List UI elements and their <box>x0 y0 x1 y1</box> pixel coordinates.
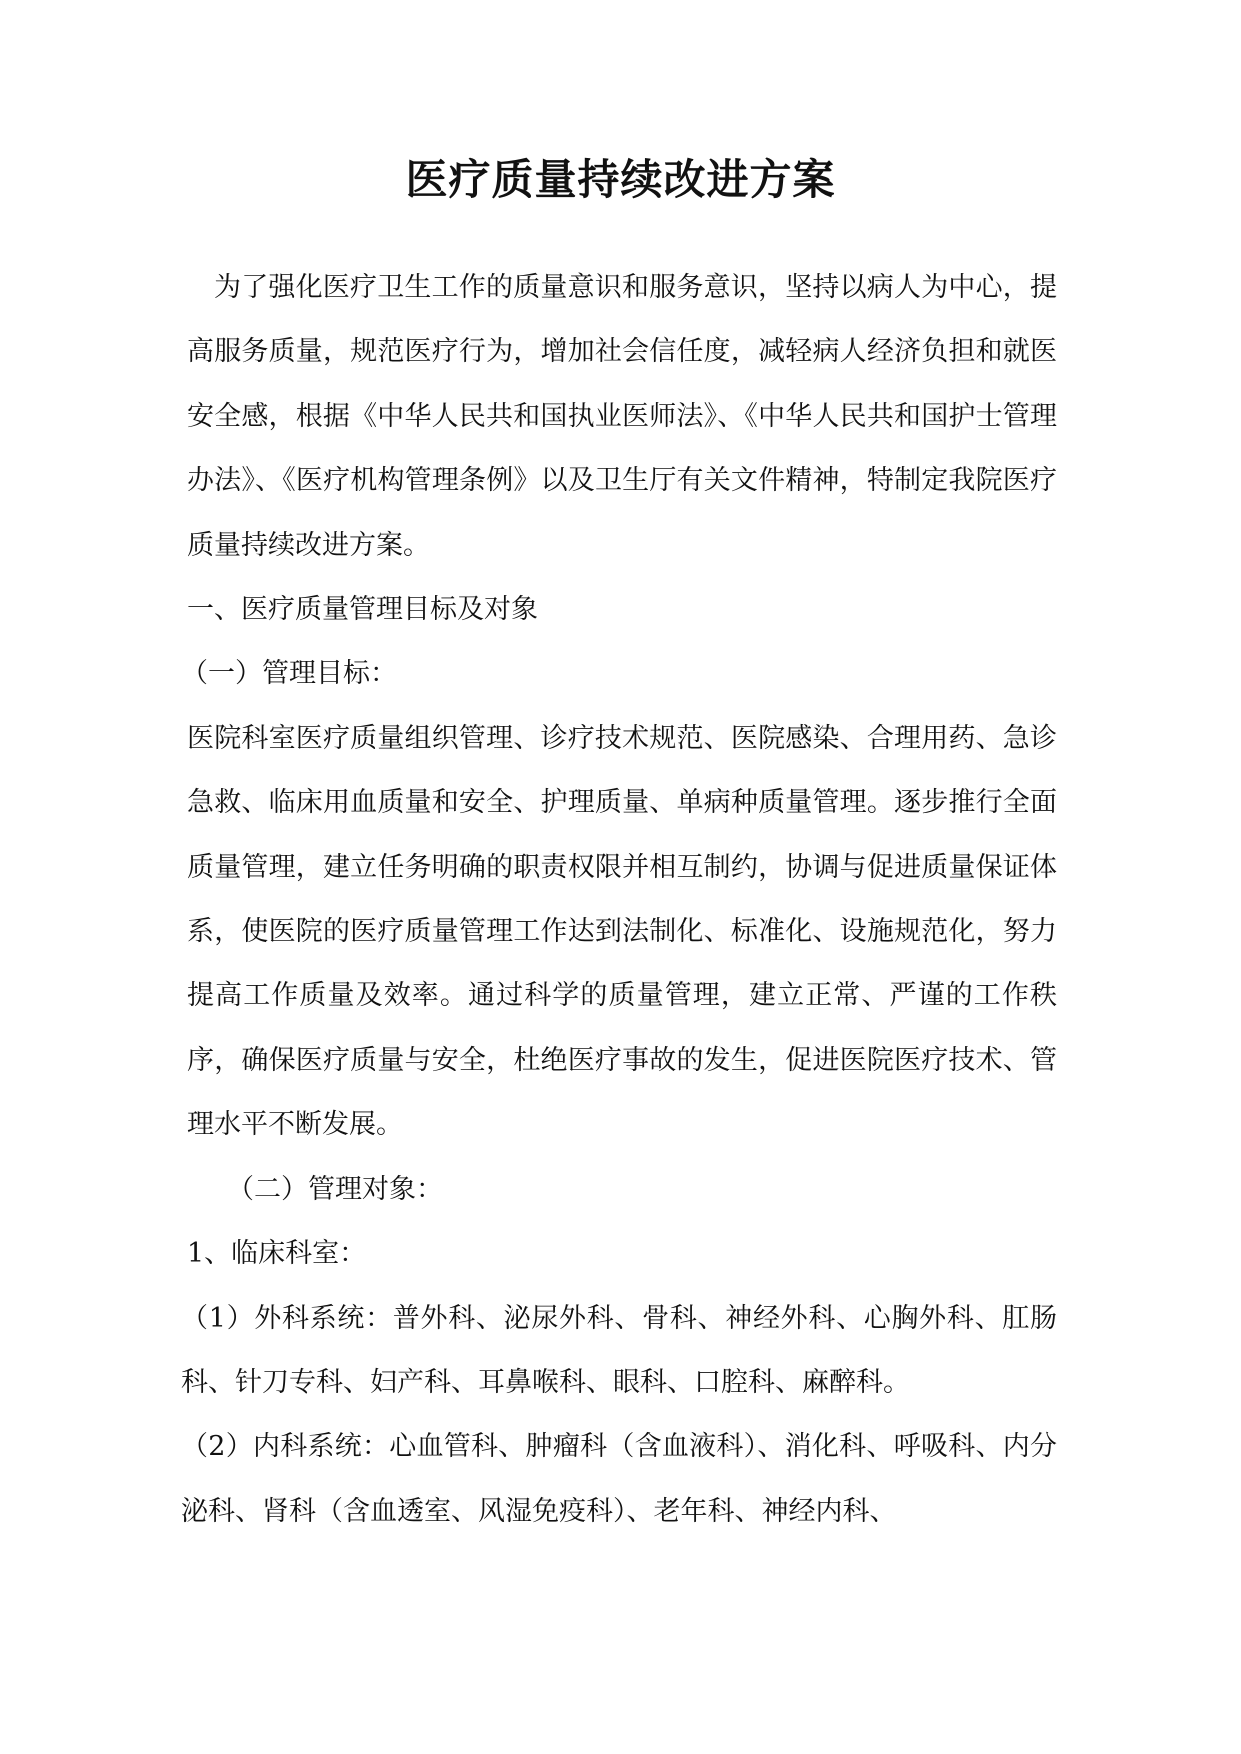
list-heading-clinical: 1、临床科室： <box>187 1238 367 1270</box>
intro-paragraph: 为了强化医疗卫生工作的质量意识和服务意识，坚持以病人为中心，提高服务质量，规范医疗行为，增加社会信任度，减轻病人经济负担和就医安全感，根据《中华人民共和国执业医师法》、《中华人民共和国护士管理办法》、《医疗机构管理条例》以及卫生厅有关文件精神，特制定我院医疗质量持续改进方案。 <box>187 272 1057 561</box>
document-title: 医疗质量持续改进方案 <box>405 155 836 204</box>
goals-paragraph: 医院科室医疗质量组织管理、诊疗技术规范、医院感染、合理用药、急诊急救、临床用血质量和安全、护理质量、单病种质量管理。逐步推行全面质量管理，建立任务明确的职责权限并相互制约，协调与促进质量保证体系，使医院的医疗质量管理工作达到法制化、标准化、设施规范化，努力提高工作质量及效率。通过科学的质量管理，建立正常、严谨的工作秩序，确保医疗质量与安全，杜绝医疗事故的发生，促进医院医疗技术、管理水平不断发展。 <box>187 722 1057 1141</box>
list-item-surgery: （1）外科系统：普外科、泌尿外科、骨科、神经外科、心胸外科、肛肠科、针刀专科、妇产科、耳鼻喉科、眼科、口腔科、麻醉科。 <box>181 1302 1057 1398</box>
subsection-heading-goals: （一）管理目标： <box>181 658 397 690</box>
subsection-heading-objects: （二）管理对象： <box>227 1173 443 1205</box>
document-body <box>181 256 1057 1544</box>
list-item-internal-medicine: （2）内科系统：心血管科、肿瘤科（含血液科）、消化科、呼吸科、内分泌科、肾科（含血透室、风湿免疫科）、老年科、神经内科、 <box>181 1431 1057 1527</box>
section-heading-1: 一、医疗质量管理目标及对象 <box>187 594 538 626</box>
